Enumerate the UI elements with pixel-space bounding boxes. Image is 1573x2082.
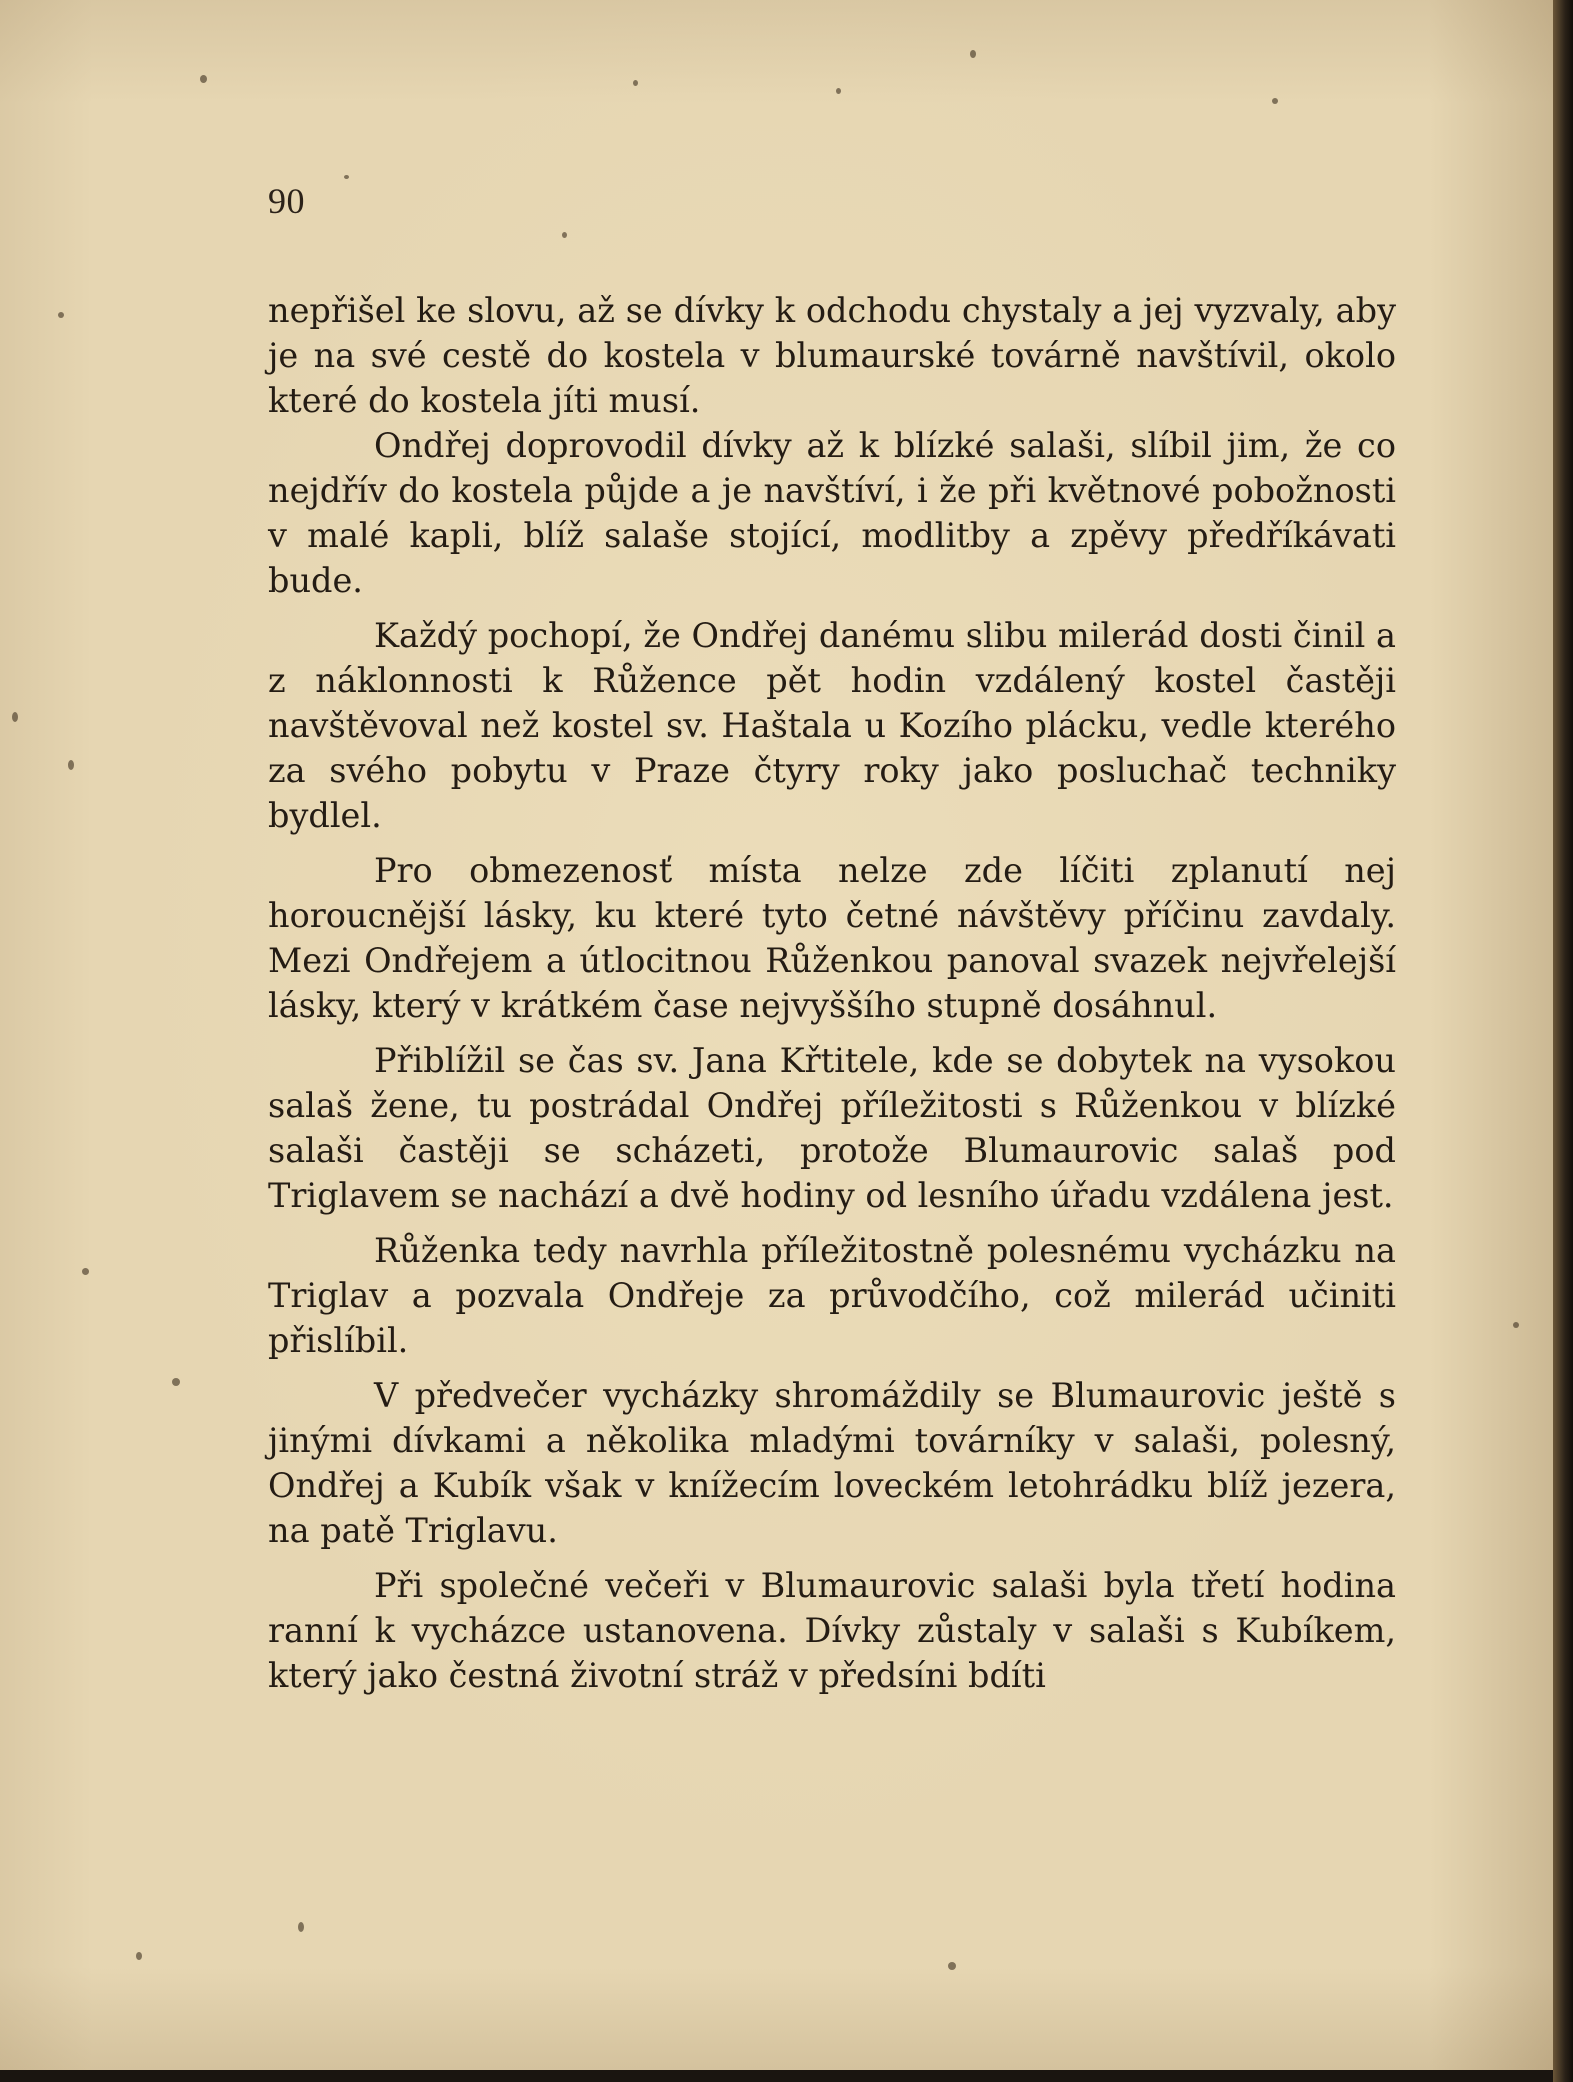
- paper-speck: [836, 88, 841, 94]
- paper-speck: [58, 312, 64, 318]
- paragraph: Každý pochopí, že Ondřej danému slibu milerád dosti činil a z náklonnosti k Růžence pět hodin vzdálený kostel častěji navštěvoval než kostel sv. Haštala u Kozího plácku, vedle kterého za svého pobytu v Praze čtyry roky jako posluchač techniky bydlel.: [268, 616, 1396, 835]
- paper-speck: [172, 1378, 180, 1386]
- paragraph: Při společné večeři v Blumaurovic salaši byla třetí hodina ranní k vycházce ustanovena. Dívky zůstaly v salaši s Kubíkem, který jako čestná životní stráž v předsíni bdíti: [268, 1566, 1396, 1695]
- paragraph: Růženka tedy navrhla příležitostně polesnému vycházku na Triglav a pozvala Ondřeje za průvodčího, což milerád učiniti přislíbil.: [268, 1231, 1396, 1360]
- paper-speck: [68, 760, 74, 770]
- paper-speck: [344, 175, 349, 179]
- body-text: [268, 288, 1396, 1698]
- paper-speck: [562, 232, 567, 238]
- paper-speck: [12, 712, 18, 722]
- paragraph: nepřišel ke slovu, až se dívky k odchodu chystaly a jej vyzvaly, aby je na své cestě do kostela v blumaurské továrně navštívil, okolo které do kostela jíti musí.: [268, 291, 1396, 420]
- paragraph: Ondřej doprovodil dívky až k blízké salaši, slíbil jim, že co nejdřív do kostela půjde a je navštíví, i že při květnové pobožnosti v malé kapli, blíž salaše stojící, modlitby a zpěvy předříkávati bude.: [268, 426, 1396, 600]
- paper-speck: [200, 75, 207, 83]
- paragraph: Přiblížil se čas sv. Jana Křtitele, kde se dobytek na vysokou salaš žene, tu postrádal Ondřej příležitosti s Růženkou v blízké salaši častěji se scházeti, protože Blumaurovic salaš pod Triglavem se nachází a dvě hodiny od lesního úřadu vzdálena jest.: [268, 1041, 1396, 1215]
- paper-speck: [1272, 98, 1278, 104]
- paragraph: Pro obmezenosť místa nelze zde líčiti zplanutí nej horoucnější lásky, ku které tyto četné návštěvy příčinu zavdaly. Mezi Ondřejem a útlocitnou Růženkou panoval svazek nejvřelejší lásky, který v krátkém čase nejvyššího stupně dosáhnul.: [268, 851, 1396, 1025]
- paper-speck: [82, 1268, 89, 1275]
- paper-speck: [948, 1962, 956, 1970]
- page-number: 90: [268, 181, 305, 221]
- paper-speck: [136, 1952, 142, 1960]
- paper-speck: [298, 1922, 304, 1932]
- paragraph: V předvečer vycházky shromáždily se Blumaurovic ještě s jinými dívkami a několika mladými továrníky v salaši, polesný, Ondřej a Kubík však v knížecím loveckém letohrádku blíž jezera, na patě Triglavu.: [268, 1376, 1396, 1550]
- paper-speck: [970, 50, 976, 58]
- book-spine-edge: [1553, 0, 1573, 2082]
- paper-speck: [1513, 1322, 1519, 1328]
- paper-speck: [633, 80, 638, 86]
